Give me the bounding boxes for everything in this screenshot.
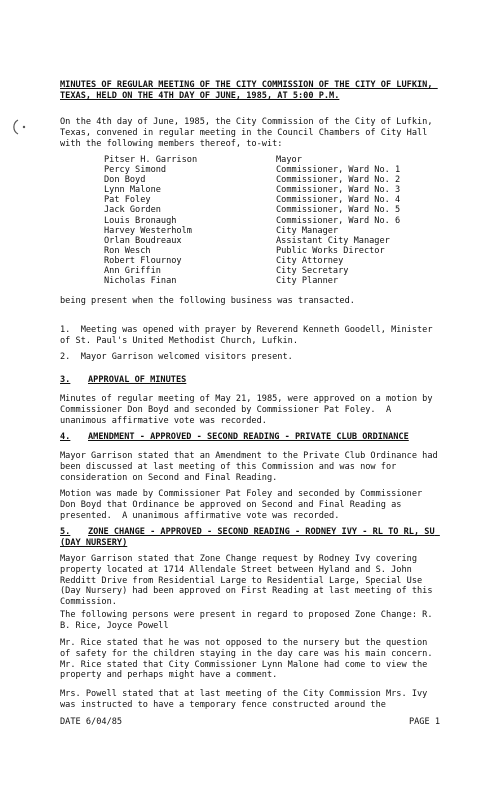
- roster-name: Lynn Malone: [104, 185, 161, 196]
- roster-row: [104, 195, 444, 205]
- minutes-title: MINUTES OF REGULAR MEETING OF THE CITY COMMISSION OF THE CITY OF LUFKIN, TEXAS, HELD ON THE 4TH DAY OF JUNE, 1985, AT 5:00 P.M.: [60, 80, 438, 101]
- intro-paragraph: On the 4th day of June, 1985, the City Commission of the City of Lufkin, Texas, convened in regular meeting in the Council Chambers of City Hall with the following members thereof, to-wit:: [60, 117, 438, 149]
- item-4-title: AMENDMENT - APPROVED - SECOND READING - PRIVATE CLUB ORDINANCE: [88, 432, 409, 442]
- item-1-prayer: 1. Meeting was opened with prayer by Reverend Kenneth Goodell, Minister of St. Paul's United Methodist Church, Lufkin.: [60, 325, 438, 346]
- roster-name: Jack Gorden: [104, 205, 161, 216]
- roster-row: [104, 155, 444, 165]
- roster-role: Commissioner, Ward No. 5: [276, 205, 401, 216]
- attendance-roster: [104, 155, 444, 286]
- roster-role: Public Works Director: [276, 245, 385, 256]
- item-4-text-1: Mayor Garrison stated that an Amendment to the Private Club Ordinance had been discussed at last meeting of this Commission and was now for consideration on Second and Final Reading.: [60, 451, 443, 483]
- roster-role: Commissioner, Ward No. 2: [276, 175, 401, 186]
- item-5-text-1: Mayor Garrison stated that Zone Change request by Rodney Ivy covering property located at 1714 Allendale Street between Hyland and S. John Redditt Drive from Residential Large to Residential Large, Special Use (Day Nursery) had been approved on First Reading at last meeting of this Commission.: [60, 554, 438, 608]
- item-5-text-2: The following persons were present in regard to proposed Zone Change: R. B. Rice, Joyce Powell: [60, 610, 438, 631]
- roster-role: Mayor: [276, 155, 302, 165]
- roster-name: Nicholas Finan: [104, 276, 177, 287]
- item-4-text-2: Motion was made by Commissioner Pat Foley and seconded by Commissioner Don Boyd that Ordinance be approved on Second and Final Reading as presented. A unanimous affirmative vote was recorded.: [60, 489, 428, 521]
- roster-row: [104, 226, 444, 236]
- roster-name: Percy Simond: [104, 165, 167, 176]
- item-4-number: 4.: [60, 432, 71, 442]
- footer-date: DATE 6/04/85: [60, 717, 123, 727]
- roster-name: Don Boyd: [104, 175, 146, 186]
- roster-name: Louis Bronaugh: [104, 215, 177, 226]
- item-5-text-3: Mr. Rice stated that he was not opposed to the nursery but the question of safety for the children staying in the day care was his main concern. Mr. Rice stated that City Commissioner Lynn Malone had come to view the property and perhaps might have a comment.: [60, 638, 443, 681]
- present-statement: being present when the following business was transacted.: [60, 296, 355, 306]
- roster-row: [104, 165, 444, 175]
- item-3-number: 3.: [60, 375, 71, 385]
- roster-row: [104, 205, 444, 215]
- roster-role: Commissioner, Ward No. 4: [276, 195, 401, 206]
- item-5-title: ZONE CHANGE - APPROVED - SECOND READING - RODNEY IVY - RL TO RL, SU (DAY NURSERY): [60, 527, 440, 548]
- roster-name: Pat Foley: [104, 195, 151, 206]
- roster-row: [104, 185, 444, 195]
- roster-name: Robert Flournoy: [104, 255, 182, 266]
- roster-role: Commissioner, Ward No. 3: [276, 185, 401, 196]
- roster-role: City Planner: [276, 276, 339, 287]
- roster-role: City Manager: [276, 225, 339, 236]
- roster-row: [104, 236, 444, 246]
- item-5-number: 5.: [60, 527, 71, 537]
- roster-row: [104, 256, 444, 266]
- roster-row: [104, 276, 444, 286]
- roster-role: Assistant City Manager: [276, 235, 390, 246]
- margin-punch-mark-icon: [12, 116, 34, 138]
- roster-row: [104, 175, 444, 185]
- roster-role: Commissioner, Ward No. 6: [276, 215, 401, 226]
- roster-row: [104, 266, 444, 276]
- item-3-text: Minutes of regular meeting of May 21, 1985, were approved on a motion by Commissioner Don Boyd and seconded by Commissioner Pat Foley. A unanimous affirmative vote was recorded.: [60, 394, 438, 426]
- roster-name: Ann Griffin: [104, 266, 161, 277]
- roster-row: [104, 216, 444, 226]
- item-3-title: APPROVAL OF MINUTES: [88, 375, 187, 385]
- roster-name: Pitser H. Garrison: [104, 155, 198, 165]
- roster-role: City Secretary: [276, 266, 349, 277]
- roster-role: City Attorney: [276, 255, 344, 266]
- item-3-heading: [60, 375, 440, 386]
- item-2-welcome: 2. Mayor Garrison welcomed visitors present.: [60, 352, 293, 362]
- roster-role: Commissioner, Ward No. 1: [276, 165, 401, 176]
- roster-name: Orlan Boudreaux: [104, 235, 182, 246]
- page-footer: [60, 717, 440, 728]
- footer-page-number: PAGE 1: [408, 717, 440, 727]
- roster-name: Ron Wesch: [104, 245, 151, 256]
- item-5-text-4: Mrs. Powell stated that at last meeting of the City Commission Mrs. Ivy was instructed to have a temporary fence constructed around the: [60, 689, 433, 710]
- item-4-heading: [60, 432, 440, 443]
- item-5-heading: [60, 527, 440, 549]
- roster-name: Harvey Westerholm: [104, 225, 192, 236]
- roster-row: [104, 246, 444, 256]
